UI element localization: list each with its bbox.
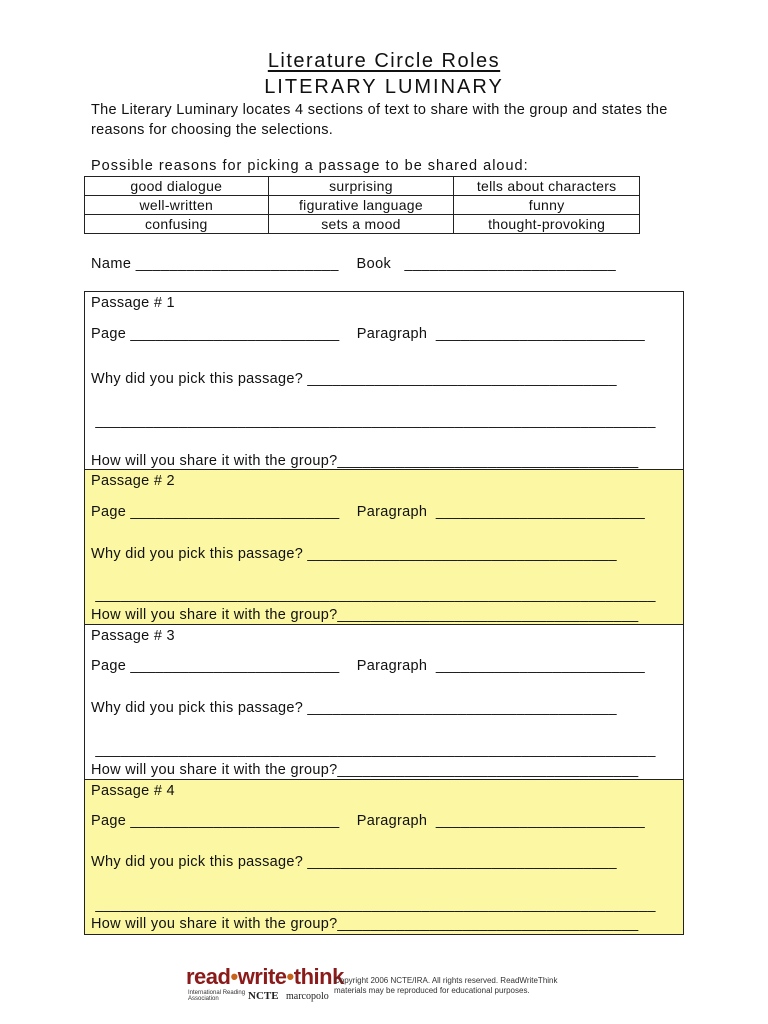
passage-3-section	[85, 624, 683, 779]
readwritethink-logo	[186, 964, 344, 990]
share-line[interactable]: How will you share it with the group?____________________________________	[91, 453, 639, 469]
reasons-row	[85, 196, 640, 215]
reason-cell: surprising	[268, 177, 454, 196]
passage-title: Passage # 2	[91, 473, 175, 489]
logo-write: write	[237, 964, 287, 989]
passage-2-section	[85, 469, 683, 624]
blank-line[interactable]: ___________________________________________________________________	[91, 742, 656, 758]
reasons-row	[85, 177, 640, 196]
reason-cell: funny	[454, 196, 640, 215]
why-line[interactable]: Why did you pick this passage? _____________________________________	[91, 854, 617, 870]
blank-line[interactable]: ___________________________________________________________________	[91, 897, 656, 913]
reasons-row	[85, 215, 640, 234]
name-book-line[interactable]: Name ________________________ Book _________________________	[91, 256, 617, 272]
blank-line[interactable]: ___________________________________________________________________	[91, 587, 656, 603]
page-title-text: Literature Circle Roles	[267, 50, 501, 72]
passage-1-section	[85, 292, 683, 469]
reason-cell: well-written	[85, 196, 269, 215]
copyright-text: Copyright 2006 NCTE/IRA. All rights reserved. ReadWriteThink materials may be reproduced for educational purposes.	[334, 976, 558, 995]
why-line[interactable]: Why did you pick this passage? _____________________________________	[91, 546, 617, 562]
reason-cell: thought-provoking	[454, 215, 640, 234]
page-paragraph-line[interactable]: Page _________________________ Paragraph _________________________	[91, 813, 645, 829]
share-line[interactable]: How will you share it with the group?____________________________________	[91, 916, 639, 932]
blank-line[interactable]: ___________________________________________________________________	[91, 413, 656, 429]
page-subtitle: LITERARY LUMINARY	[264, 76, 504, 98]
marcopolo-logo: marcopolo	[286, 991, 329, 1002]
reason-cell: good dialogue	[85, 177, 269, 196]
share-line[interactable]: How will you share it with the group?____________________________________	[91, 762, 639, 778]
passage-title: Passage # 4	[91, 783, 175, 799]
logo-dot: •	[230, 964, 238, 989]
logo-think: think	[293, 964, 344, 989]
share-line[interactable]: How will you share it with the group?____________________________________	[91, 607, 639, 623]
page-paragraph-line[interactable]: Page _________________________ Paragraph _________________________	[91, 658, 645, 674]
logo-read: read	[186, 964, 231, 989]
footer	[184, 964, 579, 1004]
passage-title: Passage # 3	[91, 628, 175, 644]
why-line[interactable]: Why did you pick this passage? _____________________________________	[91, 700, 617, 716]
why-line[interactable]: Why did you pick this passage? _____________________________________	[91, 371, 617, 387]
page-paragraph-line[interactable]: Page _________________________ Paragraph _________________________	[91, 326, 645, 342]
logo-dot: •	[286, 964, 294, 989]
passages-box	[84, 291, 684, 935]
reasons-heading: Possible reasons for picking a passage to be shared aloud:	[91, 158, 529, 174]
page-paragraph-line[interactable]: Page _________________________ Paragraph _________________________	[91, 504, 645, 520]
passage-title: Passage # 1	[91, 295, 175, 311]
page-title	[0, 49, 768, 73]
ira-logo: International Reading Association	[188, 990, 246, 1002]
reason-cell: figurative language	[268, 196, 454, 215]
ncte-logo: NCTE	[248, 990, 279, 1002]
reasons-table	[84, 176, 640, 234]
reason-cell: sets a mood	[268, 215, 454, 234]
passage-4-section	[85, 779, 683, 934]
reason-cell: tells about characters	[454, 177, 640, 196]
intro-paragraph: The Literary Luminary locates 4 sections of text to share with the group and states the reasons for choosing the selections.	[91, 102, 668, 138]
reason-cell: confusing	[85, 215, 269, 234]
